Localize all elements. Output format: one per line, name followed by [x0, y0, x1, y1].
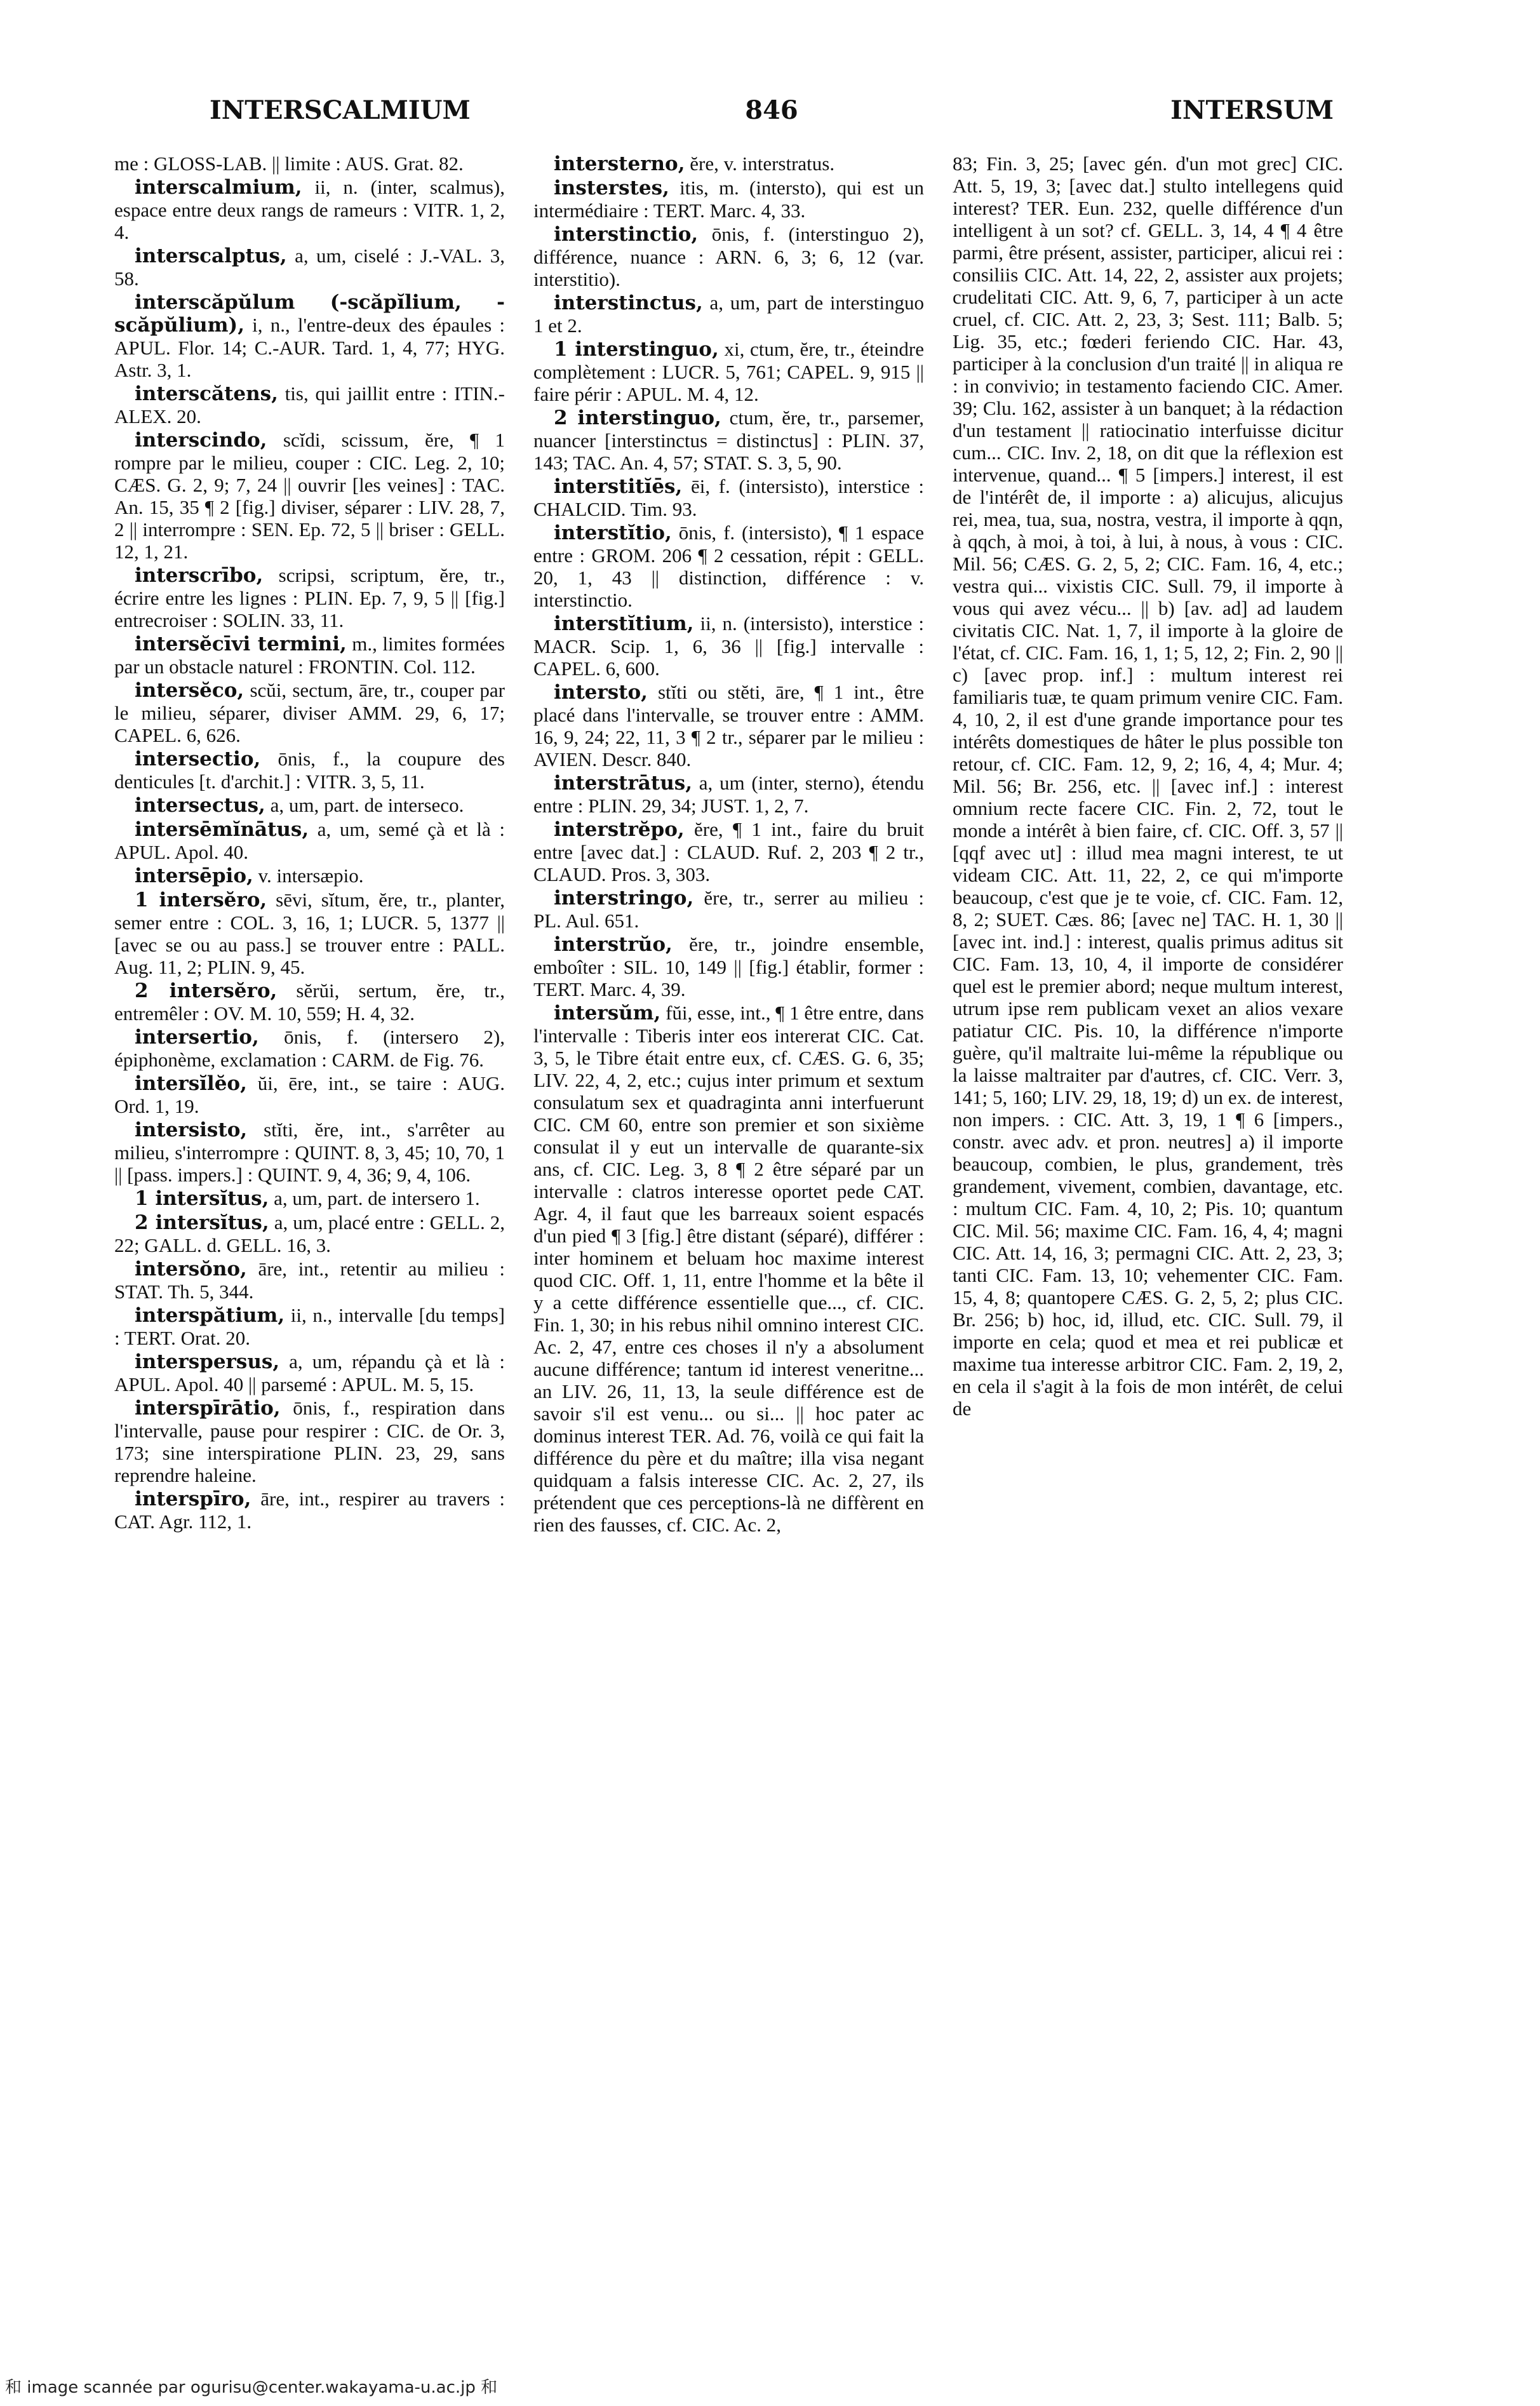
- entry-definition: scŭi, sectum, āre, tr., couper par le milieu, séparer, diviser AMM. 29, 6, 17; CAPEL. 6, 626.: [114, 679, 505, 746]
- entry-headword: interscrībo,: [135, 564, 264, 587]
- entry-headword: intersertio,: [135, 1026, 259, 1049]
- entry-headword: intersectio,: [135, 748, 261, 770]
- dictionary-entry: [533, 223, 924, 290]
- dictionary-entry: [114, 1304, 505, 1349]
- dictionary-entry: [114, 1258, 505, 1303]
- dictionary-entry: [533, 292, 924, 337]
- dictionary-entry: [114, 1488, 505, 1533]
- entry-definition: ŭi, ēre, int., se taire : AUG. Ord. 1, 19.: [114, 1072, 506, 1117]
- entry-headword: interstinctus,: [554, 292, 703, 314]
- entry-definition: itis, m. (intersto), qui est un intermédiaire : TERT. Marc. 4, 33.: [533, 177, 925, 222]
- entry-definition: 83; Fin. 3, 25; [avec gén. d'un mot grec] CIC. Att. 5, 19, 3; [avec dat.] stulto intellegens quid interest? TER. Eun. 232, quelle différence d'un intelligent à un sot? cf. GELL. 3, 14, 4 ¶ 4 être parmi, être présent, assister, participer, alicui rei : consiliis CIC. Att. 14, 22, 2, assister aux projets; crudelitati CIC. Att. 9, 6, 7, participer à un acte cruel, cf. CIC. Att. 2, 23, 3; Sest. 111; Balb. 5; Lig. 35, etc.; fœderi feriendo CIC. Har. 43, participer à la conclusion d'un traité || in aliqua re : in convivio; in testamento faciendo CIC. Amer. 39; Clu. 162, assister à un banquet; à la rédaction d'un testament || ratiocinatio interfuisse dicitur cum... CIC. Inv. 2, 18, on dit que la réflexion est intervenue, quand... ¶ 5 [impers.] interest, il est de l'intérêt de, il importe : a) alicujus, alicujus rei, mea, tua, sua, nostra, vestra, il importe à qqn, à qqch, à moi, à toi, à lui, à nous, à vous : CIC. Mil. 56; CÆS. G. 2, 5, 2; CIC. Fam. 16, 4, etc.; vestra qui... vixistis CIC. Sull. 79, il importe à vous qui avez vécu... || b) [av. ad] ad laudem civitatis CIC. Nat. 1, 7, il importe à la gloire de l'état, cf. CIC. Fam. 16, 1, 1; 5, 12, 2; Fin. 2, 90 || c) [avec prop. inf.] : multum interest rei familiaris tuæ, te quam primum venire CIC. Fam. 4, 10, 2, il est d'une grande importance pour tes intérêts domestiques de hâter le plus possible ton retour, cf. CIC. Fam. 12, 9, 2; 16, 4, 4; Mur. 4; Mil. 56; Br. 256, etc. || [avec inf.] : interest omnium recte facere CIC. Fin. 2, 72, tout le monde a intérêt à bien faire, cf. CIC. Off. 3, 57 || [qqf avec ut] : illud mea magni interest, te ut videam CIC. Att. 11, 22, 2, ce qui m'importe beaucoup, c'est que je te voie, cf. CIC. Fam. 12, 8, 2; SUET. Cæs. 86; [avec ne] TAC. H. 1, 30 || [avec int. ind.] : interest, qualis primus aditus sit CIC. Fam. 13, 10, 4, il importe de considérer quel est le premier abord; neque multum interest, utrum ipse rem publicam vexet an alios vexare patiatur CIC. Pis. 10, la différence n'importe guère, qu'il maltraite lui-même la république ou la laisse maltraiter par d'autres, cf. CIC. Verr. 3, 141; 5, 160; LIV. 29, 18, 19; d) un ex. de interest, non impers. : CIC. Att. 3, 19, 1 ¶ 6 [impers., constr. avec adv. et pron. neutres] a) il importe beaucoup, combien, le plus, grandement, très grandement, vivement, combien, davantage, etc. : multum CIC. Fam. 4, 10, 2; Pis. 10; quantum CIC. Mil. 56; maxime CIC. Fam. 16, 4, 4; magni CIC. Att. 14, 16, 3; permagni CIC. Att. 2, 23, 3; tanti CIC. Fam. 13, 10; vehementer CIC. Fam. 15, 4, 8; quantopere CÆS. G. 2, 5, 2; plus CIC. Br. 256; b) hoc, id, illud, etc. CIC. Sull. 79, il importe en cela; quod et mea et rei publicæ et maxime tua interesse arbitror CIC. Fam. 2, 19, 2, en cela il s'agit à la fois de mon intérêt, de celui de: [953, 152, 1343, 1420]
- dictionary-entry: [533, 818, 924, 885]
- entry-headword: interspătium,: [135, 1304, 285, 1327]
- entry-headword: interscindo,: [135, 429, 267, 452]
- entry-headword: 1 intersĭtus,: [135, 1187, 269, 1210]
- entry-definition: m., limites formées par un obstacle naturel : FRONTIN. Col. 112.: [114, 633, 505, 678]
- entry-definition: v. intersæpio.: [258, 864, 364, 887]
- entry-definition: sēvi, sĭtum, ĕre, tr., planter, semer entre : COL. 3, 16, 1; LUCR. 5, 1377 || [avec se ou au pass.] se trouver entre : PALL. Aug. 11, 2; PLIN. 9, 45.: [114, 889, 506, 978]
- dictionary-entry: [114, 429, 505, 563]
- dictionary-entry: [533, 681, 924, 770]
- entry-headword: interstĭtium,: [554, 612, 694, 635]
- entry-definition: ii, n. (inter, scalmus), espace entre deux rangs de rameurs : VITR. 1, 2, 4.: [114, 176, 506, 243]
- dictionary-entry: [114, 1187, 505, 1210]
- dictionary-entry: [114, 152, 505, 175]
- column-2: [533, 152, 924, 1537]
- entry-definition: ēi, f. (intersisto), interstice : CHALCID. Tim. 93.: [533, 475, 924, 520]
- entry-headword: intersĕco,: [135, 679, 244, 702]
- dictionary-entry: [114, 748, 505, 793]
- entry-definition: āre, int., retentir au milieu : STAT. Th. 5, 344.: [114, 1258, 506, 1303]
- dictionary-entry: [114, 382, 505, 427]
- dictionary-entry: [114, 564, 505, 631]
- dictionary-entry: [114, 245, 505, 290]
- entry-headword: interstrŭo,: [554, 933, 673, 956]
- entry-headword: intersisto,: [135, 1119, 248, 1141]
- entry-definition: ctum, ĕre, tr., parsemer, nuancer [interstinctus = distinctus] : PLIN. 37, 143; TAC. An. 4, 57; STAT. S. 3, 5, 90.: [533, 407, 924, 474]
- entry-headword: intersŭm,: [554, 1002, 661, 1025]
- dictionary-entry: [114, 633, 505, 678]
- entry-headword: interstrātus,: [554, 772, 692, 795]
- dictionary-entry: [953, 152, 1343, 1420]
- entry-definition: ii, n., intervalle [du temps] : TERT. Orat. 20.: [114, 1304, 505, 1349]
- entry-definition: stĭti, ĕre, int., s'arrêter au milieu, s'interrompre : QUINT. 8, 3, 45; 10, 70, 1 || [pass. impers.] : QUINT. 9, 4, 36; 9, 4, 106.: [114, 1119, 505, 1186]
- entry-definition: sĕrŭi, sertum, ĕre, tr., entremêler : OV. M. 10, 559; H. 4, 32.: [114, 979, 506, 1025]
- entry-definition: me : GLOSS-LAB. || limite : AUS. Grat. 82.: [114, 152, 464, 175]
- header-right-guideword: INTERSUM: [1170, 95, 1334, 125]
- entry-headword: interstrĕpo,: [554, 818, 685, 841]
- entry-headword: insterstes,: [554, 177, 669, 199]
- dictionary-entry: [114, 864, 505, 887]
- entry-headword: interspīro,: [135, 1488, 251, 1510]
- dictionary-entry: [533, 1002, 924, 1536]
- entry-definition: āre, int., respirer au travers : CAT. Agr. 112, 1.: [114, 1488, 506, 1533]
- entry-definition: a, um, placé entre : GELL. 2, 22; GALL. d. GELL. 16, 3.: [114, 1211, 506, 1256]
- entry-definition: ĕre, v. interstratus.: [690, 152, 835, 175]
- entry-headword: 2 interstinguo,: [554, 407, 721, 429]
- column-1: [114, 152, 505, 1534]
- dictionary-entry: [114, 979, 505, 1025]
- entry-headword: interstĭtio,: [554, 521, 672, 544]
- entry-definition: a, um, part. de interseco.: [270, 794, 464, 816]
- entry-definition: stĭti ou stĕti, āre, ¶ 1 int., être placé dans l'intervalle, se trouver entre : AMM. 16, 9, 24; 22, 11, 3 ¶ 2 tr., séparer par le milieu : AVIEN. Descr. 840.: [533, 681, 925, 770]
- entry-headword: interstinctio,: [554, 223, 699, 246]
- entry-definition: ōnis, f. (interstinguo 2), différence, nuance : ARN. 6, 3; 6, 12 (var. interstitio).: [533, 223, 925, 290]
- dictionary-entry: [533, 475, 924, 520]
- entry-headword: interscalptus,: [135, 245, 287, 267]
- entry-definition: tis, qui jaillit entre : ITIN.-ALEX. 20.: [114, 382, 506, 427]
- entry-headword: interstitĭēs,: [554, 475, 683, 498]
- entry-definition: fŭi, esse, int., ¶ 1 être entre, dans l'intervalle : Tiberis inter eos intererat CIC. Cat. 3, 5, le Tibre était entre eux, cf. CÆS. G. 6, 35; LIV. 22, 4, 2, etc.; cujus inter primum et sextum consulatum sex et quadraginta anni interfuerunt CIC. CM 60, entre son premier et son sixième consulat il y eut un intervalle de quarante-six ans, cf. CIC. Leg. 3, 8 ¶ 2 être séparé par un intervalle : clatros interesse oportet pede CAT. Agr. 4, il faut que les barreaux soient espacés d'un pied ¶ 3 [fig.] être distant (séparé), différer : inter hominem et beluam hoc maxime interest quod CIC. Off. 1, 11, entre l'homme et la bête il y a cette différence essentielle que..., cf. CIC. Fin. 1, 30; in his rebus nihil omnino interest CIC. Ac. 2, 47, entre ces choses il n'y a absolument aucune différence; tantum id interest veneritne... an LIV. 26, 11, 13, la seule différence est de savoir s'il est venu... ou si... || hoc pater ac dominus interest TER. Ad. 76, voilà ce qui fait la différence du père et du maître; illa visa negant quidquam a falsis interesse CIC. Ac. 2, 27, ils prétendent que ces perceptions-là ne diffèrent en rien des fausses, cf. CIC. Ac. 2,: [533, 1002, 924, 1536]
- entry-definition: a, um, part. de intersero 1.: [274, 1187, 480, 1209]
- dictionary-entry: [114, 1119, 505, 1186]
- entry-definition: a, um, part de interstinguo 1 et 2.: [533, 292, 924, 337]
- dictionary-entry: [533, 521, 924, 611]
- dictionary-entry: [114, 794, 505, 817]
- dictionary-entry: [114, 1350, 505, 1395]
- dictionary-entry: [114, 1026, 505, 1071]
- header-left-guideword: INTERSCALMIUM: [210, 95, 471, 125]
- entry-headword: intersēpio,: [135, 864, 253, 887]
- entry-definition: ii, n. (intersisto), interstice : MACR. Scip. 1, 6, 36 || [fig.] intervalle : CAPEL. 6, 600.: [533, 612, 925, 680]
- dictionary-entry: [533, 772, 924, 817]
- entry-headword: 2 intersĕro,: [135, 979, 278, 1002]
- entry-definition: a, um (inter, sterno), étendu entre : PLIN. 29, 34; JUST. 1, 2, 7.: [533, 772, 925, 817]
- entry-headword: intersēmĭnātus,: [135, 818, 309, 841]
- entry-definition: i, n., l'entre-deux des épaules : APUL. Flor. 14; C.-AUR. Tard. 1, 4, 77; HYG. Astr. 3, 1.: [114, 314, 505, 381]
- dictionary-columns: [114, 152, 1343, 2325]
- entry-definition: ōnis, f. (intersisto), ¶ 1 espace entre : GROM. 206 ¶ 2 cessation, répit : GELL. 20, 1, 43 || distinction, différence : v. interstinctio.: [533, 521, 924, 611]
- entry-headword: interstringo,: [554, 887, 694, 910]
- entry-definition: xi, ctum, ĕre, tr., éteindre complètement : LUCR. 5, 761; CAPEL. 9, 915 || faire périr : APUL. M. 4, 12.: [533, 338, 925, 405]
- entry-headword: 2 intersĭtus,: [135, 1211, 269, 1234]
- page-number: 846: [745, 95, 798, 125]
- dictionary-entry: [114, 176, 505, 243]
- entry-headword: intersto,: [554, 681, 648, 704]
- dictionary-entry: [114, 889, 505, 978]
- entry-headword: interspersus,: [135, 1350, 280, 1373]
- dictionary-entry: [114, 818, 505, 863]
- entry-headword: intersŏno,: [135, 1258, 247, 1280]
- entry-definition: ĕre, tr., joindre ensemble, emboîter : SIL. 10, 149 || [fig.] établir, former : TERT. Marc. 4, 39.: [533, 933, 924, 1000]
- dictionary-entry: [114, 1072, 505, 1117]
- entry-definition: a, um, répandu çà et là : APUL. Apol. 40 || parsemé : APUL. M. 5, 15.: [114, 1350, 506, 1395]
- dictionary-entry: [533, 338, 924, 405]
- entry-headword: 1 intersĕro,: [135, 889, 267, 911]
- dictionary-entry: [114, 679, 505, 746]
- running-header: [210, 95, 1334, 133]
- dictionary-entry: [533, 933, 924, 1000]
- dictionary-entry: [114, 291, 505, 381]
- entry-headword: interscăpŭlum (-scăpĭlium, -scăpŭlium),: [114, 291, 505, 337]
- scan-credit-footer: 和 image scannée par ogurisu@center.wakayama-u.ac.jp 和: [5, 2378, 498, 2397]
- entry-definition: ōnis, f., respiration dans l'intervalle, pause pour respirer : CIC. de Or. 3, 173; sine interspiratione PLIN. 23, 29, sans reprendre haleine.: [114, 1397, 506, 1486]
- dictionary-entry: [533, 152, 924, 175]
- entry-headword: intersĕcīvi termini,: [135, 633, 347, 655]
- entry-headword: intersĭlĕo,: [135, 1072, 247, 1095]
- entry-definition: ĕre, tr., serrer au milieu : PL. Aul. 651.: [533, 887, 925, 932]
- dictionary-entry: [114, 1397, 505, 1486]
- dictionary-entry: [114, 1211, 505, 1256]
- dictionary-entry: [533, 177, 924, 222]
- entry-headword: intersectus,: [135, 794, 265, 817]
- entry-headword: intersterno,: [554, 152, 685, 175]
- entry-definition: scripsi, scriptum, ĕre, tr., écrire entre les lignes : PLIN. Ep. 7, 9, 5 || [fig.] entrecroiser : SOLIN. 33, 11.: [114, 564, 505, 631]
- entry-definition: ōnis, f. (intersero 2), épiphonème, exclamation : CARM. de Fig. 76.: [114, 1026, 505, 1071]
- dictionary-entry: [533, 612, 924, 680]
- entry-headword: interspīrātio,: [135, 1397, 281, 1420]
- entry-definition: ōnis, f., la coupure des denticules [t. d'archit.] : VITR. 3, 5, 11.: [114, 748, 505, 793]
- entry-headword: interscalmium,: [135, 176, 302, 199]
- entry-definition: a, um, ciselé : J.-VAL. 3, 58.: [114, 245, 506, 290]
- entry-definition: ĕre, ¶ 1 int., faire du bruit entre [avec dat.] : CLAUD. Ruf. 2, 203 ¶ 2 tr., CLAUD. Pros. 3, 303.: [533, 818, 924, 885]
- entry-definition: a, um, semé çà et là : APUL. Apol. 40.: [114, 818, 505, 863]
- entry-headword: 1 interstinguo,: [554, 338, 719, 361]
- dictionary-entry: [533, 887, 924, 932]
- entry-headword: interscătens,: [135, 382, 278, 405]
- entry-definition: scĭdi, scissum, ĕre, ¶ 1 rompre par le milieu, couper : CIC. Leg. 2, 10; CÆS. G. 2, 9; 7, 24 || ouvrir [les veines] : TAC. An. 15, 35 ¶ 2 [fig.] diviser, séparer : LIV. 28, 7, 2 || interrompre : SEN. Ep. 72, 5 || briser : GELL. 12, 1, 21.: [114, 429, 505, 563]
- dictionary-entry: [533, 407, 924, 474]
- column-3: [953, 152, 1343, 1421]
